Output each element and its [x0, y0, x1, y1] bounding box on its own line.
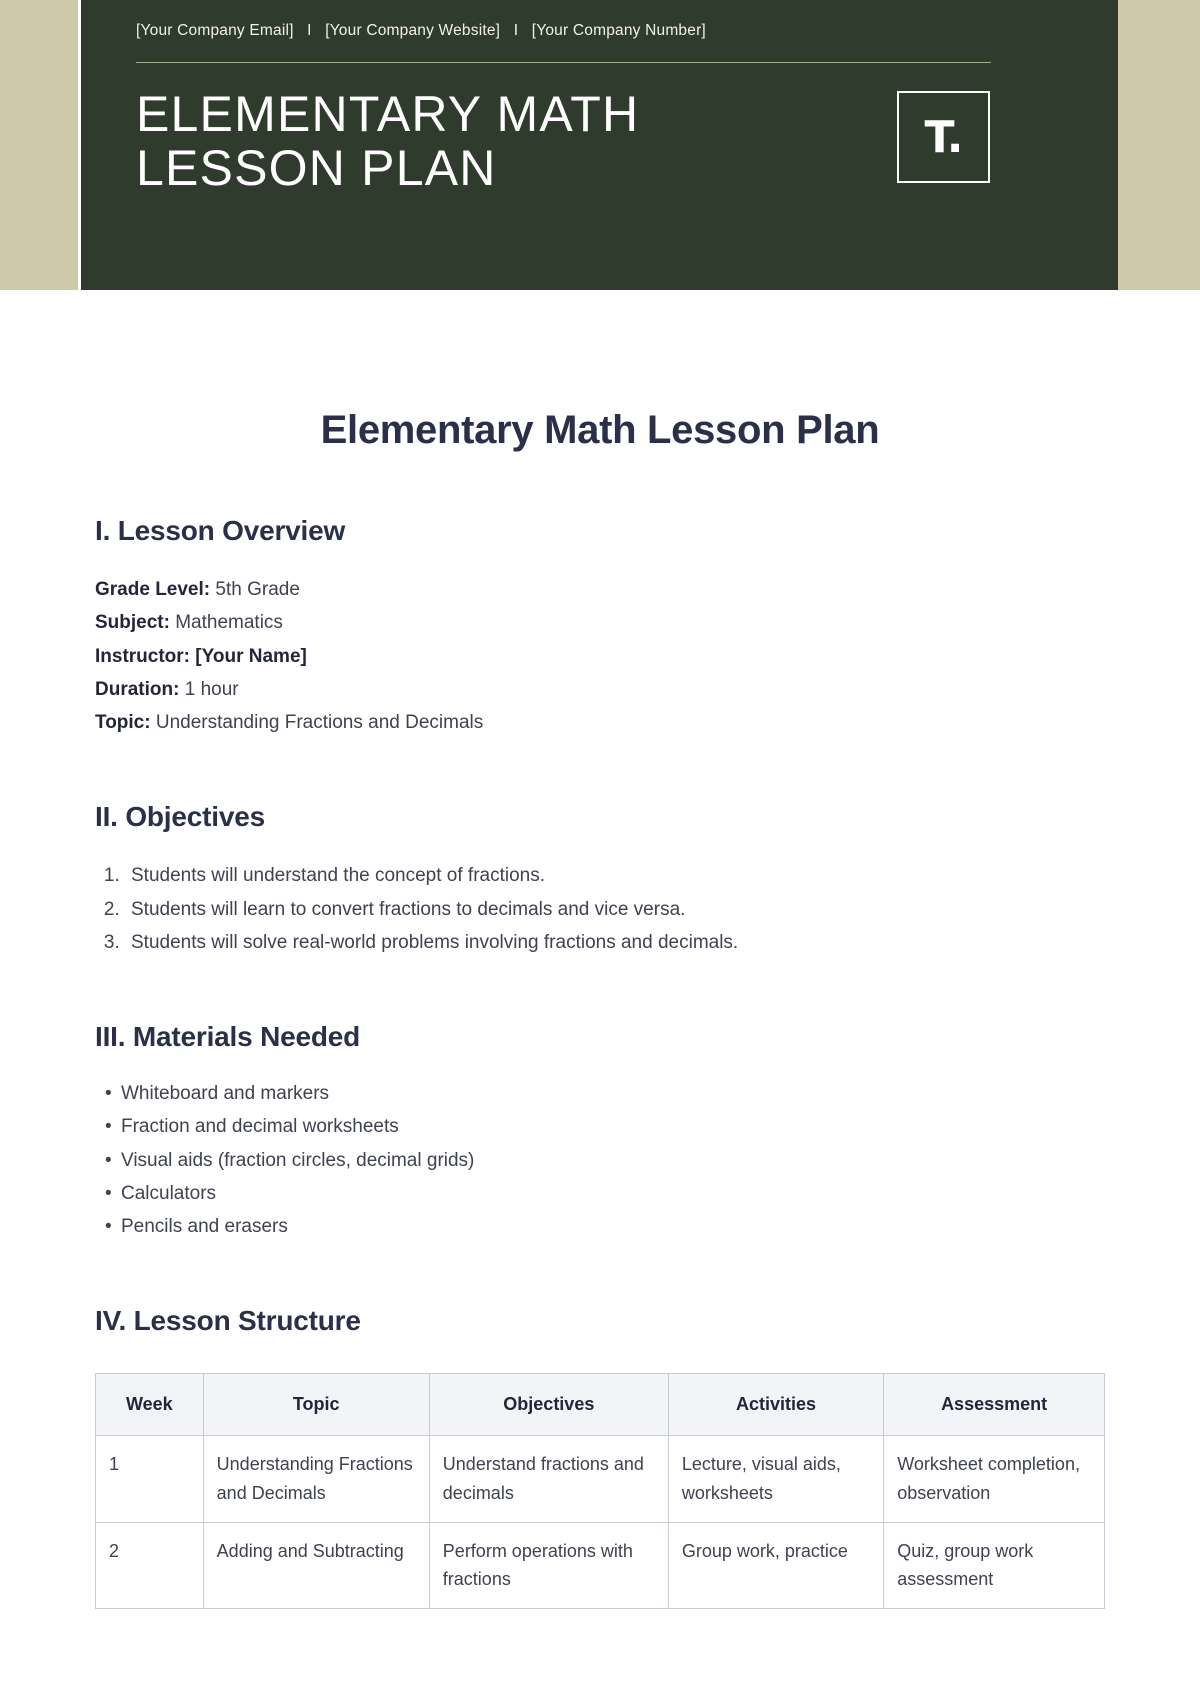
- table-header-row: [96, 1374, 1105, 1436]
- list-item: • Fraction and decimal worksheets: [121, 1110, 1105, 1143]
- logo-box: [897, 91, 990, 183]
- contact-separator-2: I: [513, 22, 519, 39]
- header-title-line-2: LESSON PLAN: [136, 140, 497, 196]
- page-title: Elementary Math Lesson Plan: [320, 408, 880, 452]
- list-item: 2. Students will learn to convert fractions to decimals and vice versa.: [125, 893, 1105, 926]
- section-heading-materials: III. Materials Needed: [95, 1021, 361, 1052]
- list-item: • Pencils and erasers: [121, 1210, 1105, 1243]
- cell-assessment: Quiz, group work assessment: [884, 1522, 1105, 1609]
- column-header-assessment: Assessment: [884, 1374, 1105, 1436]
- overview-label-instructor: Instructor:: [95, 645, 190, 667]
- column-header-objectives: Objectives: [429, 1374, 668, 1436]
- objectives-list: [95, 859, 1105, 959]
- lesson-structure-table: [95, 1373, 1105, 1609]
- section-heading-structure: IV. Lesson Structure: [95, 1305, 361, 1337]
- list-item: 3. Students will solve real-world problems involving fractions and decimals.: [125, 926, 1105, 959]
- brand-logo-icon: T.: [924, 111, 963, 163]
- overview-label-duration: Duration:: [95, 678, 180, 700]
- company-number: [Your Company Number]: [531, 22, 706, 39]
- overview-row-topic: [95, 706, 1105, 739]
- overview-value-subject: Mathematics: [175, 612, 283, 634]
- section-heading-overview: I. Lesson Overview: [95, 515, 346, 546]
- column-header-activities: Activities: [668, 1374, 883, 1436]
- table-row: [96, 1522, 1105, 1609]
- company-website: [Your Company Website]: [325, 22, 501, 39]
- header-title-line-1: ELEMENTARY MATH: [136, 86, 640, 142]
- header-divider: [136, 62, 991, 63]
- column-header-topic: Topic: [203, 1374, 429, 1436]
- cell-objectives: Understand fractions and decimals: [429, 1436, 668, 1523]
- overview-label-topic: Topic:: [95, 712, 151, 733]
- overview-label-grade: Grade Level:: [95, 579, 211, 600]
- overview-value-grade: 5th Grade: [215, 579, 300, 600]
- overview-row-grade: [95, 573, 1105, 606]
- lesson-overview-list: [95, 573, 1105, 739]
- cell-week: 1: [96, 1436, 204, 1523]
- column-header-week: Week: [96, 1374, 204, 1436]
- cell-topic: Understanding Fractions and Decimals: [203, 1436, 429, 1523]
- cell-assessment: Worksheet completion, observation: [884, 1436, 1105, 1523]
- table-row: [96, 1436, 1105, 1523]
- list-item: • Visual aids (fraction circles, decimal grids): [121, 1144, 1105, 1177]
- list-item: 1. Students will understand the concept of fractions.: [125, 859, 1105, 892]
- overview-value-instructor: [Your Name]: [195, 645, 307, 667]
- cell-week: 2: [96, 1522, 204, 1609]
- overview-label-subject: Subject:: [95, 612, 170, 634]
- header-panel: [78, 0, 1118, 290]
- overview-value-duration: 1 hour: [184, 678, 239, 700]
- cell-objectives: Perform operations with fractions: [429, 1522, 668, 1609]
- company-email: [Your Company Email]: [136, 22, 294, 39]
- contact-separator-1: I: [307, 22, 312, 39]
- header-title: [136, 87, 639, 195]
- cell-activities: Lecture, visual aids, worksheets: [668, 1436, 883, 1523]
- document-body: [0, 408, 1200, 1609]
- header-band: [0, 0, 1200, 290]
- overview-row-subject: [95, 606, 1105, 639]
- cell-activities: Group work, practice: [668, 1522, 883, 1609]
- materials-list: [95, 1077, 1105, 1243]
- header-contact-line: [136, 22, 706, 40]
- list-item: • Whiteboard and markers: [121, 1077, 1105, 1110]
- overview-value-topic: Understanding Fractions and Decimals: [155, 712, 484, 733]
- section-heading-objectives: II. Objectives: [95, 801, 265, 833]
- overview-row-duration: [95, 673, 1105, 706]
- overview-row-instructor: [95, 640, 1105, 673]
- list-item: • Calculators: [121, 1177, 1105, 1210]
- cell-topic: Adding and Subtracting: [203, 1522, 429, 1609]
